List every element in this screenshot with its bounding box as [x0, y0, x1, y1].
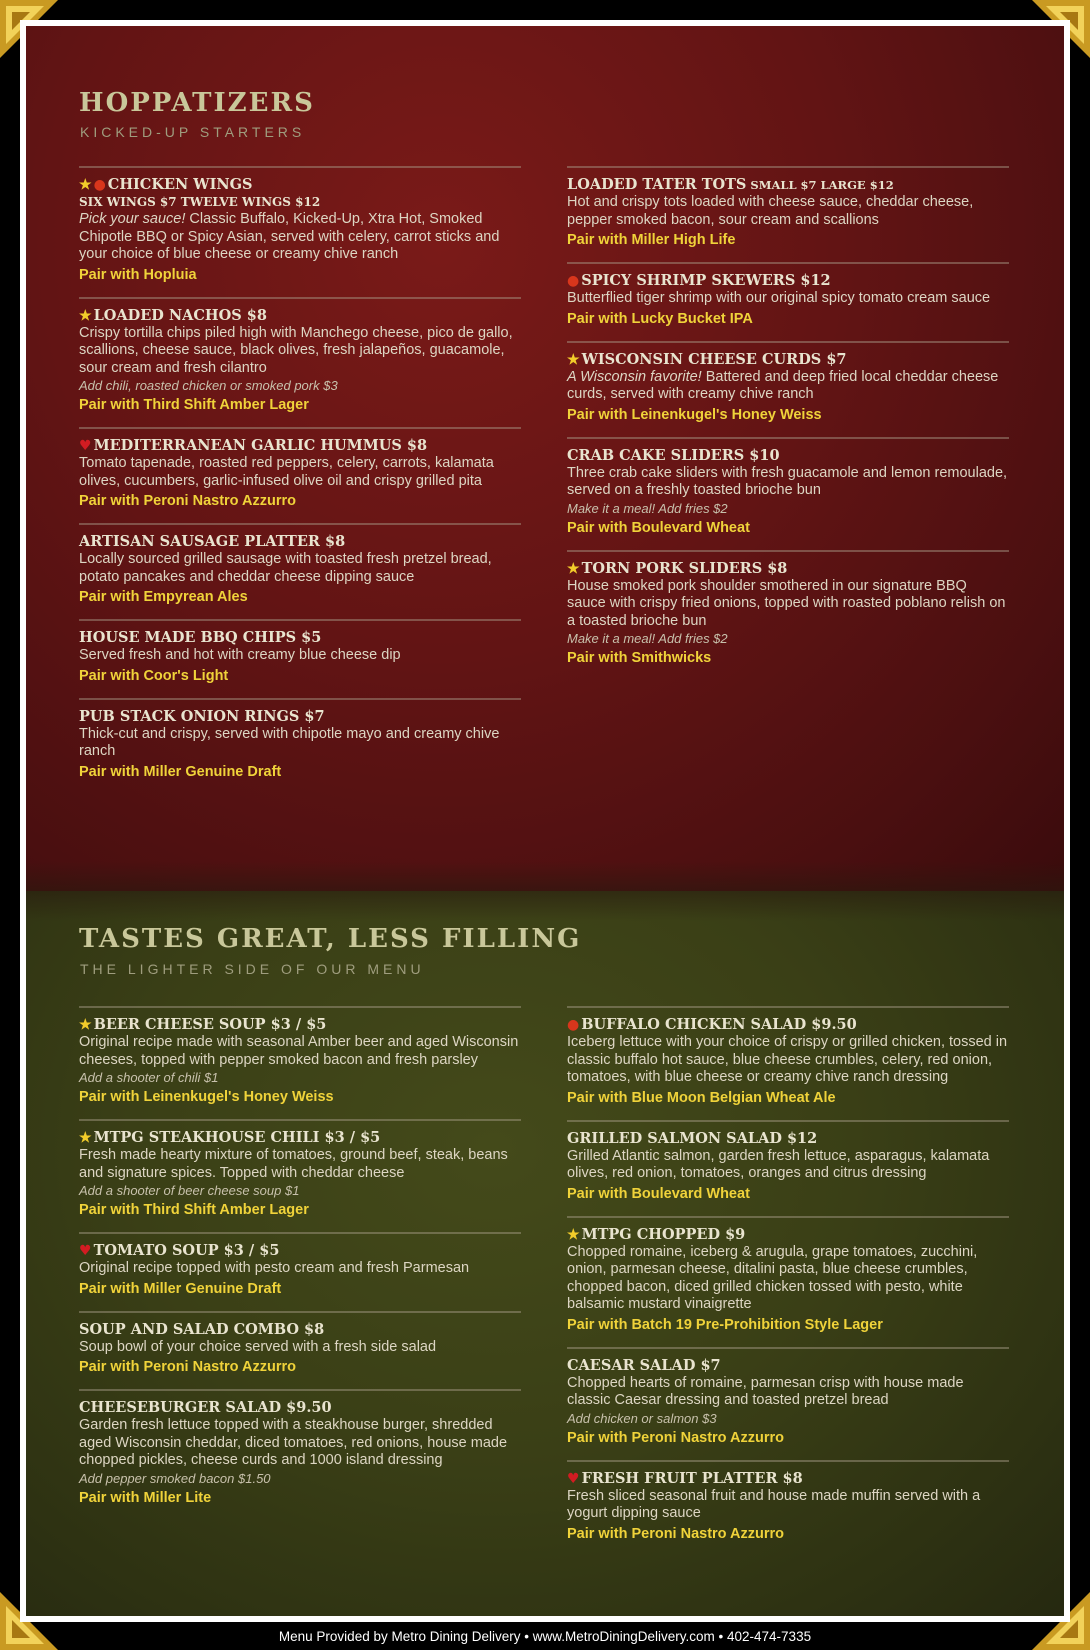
menu-item — [79, 619, 521, 686]
item-description-lead: Pick your sauce! — [79, 211, 186, 227]
star-icon: ★ — [567, 351, 580, 368]
item-description — [79, 647, 521, 665]
menu-item — [79, 1389, 521, 1508]
item-name-text: BEER CHEESE SOUP $3 / $5 — [93, 1016, 327, 1033]
beer-pairing: Pair with Boulevard Wheat — [567, 519, 750, 536]
item-name — [567, 447, 1009, 465]
menu-item — [567, 550, 1009, 669]
beer-pairing: Pair with Leinenkugel's Honey Weiss — [79, 1089, 334, 1105]
item-name-text: GRILLED SALMON SALAD $12 — [567, 1129, 818, 1147]
item-description — [567, 465, 1009, 500]
item-size-prices: SMALL $7 LARGE $12 — [746, 178, 894, 192]
item-description-text: Grilled Atlantic salmon, garden fresh lettuce, asparagus, kalamata olives, red onion, tomatoes, oranges and citrus dressing — [567, 1147, 990, 1181]
item-description-lead: A Wisconsin favorite! — [567, 368, 702, 385]
star-icon: ★ — [79, 307, 92, 324]
item-name — [567, 351, 1009, 369]
item-name-text: TOMATO SOUP $3 / $5 — [93, 1242, 280, 1259]
beer-pairing: Pair with Batch 19 Pre-Prohibition Style Lager — [567, 1316, 883, 1333]
menu-item — [79, 1232, 521, 1299]
item-addon: Make it a meal! Add fries $2 — [567, 500, 728, 516]
item-description — [567, 1244, 1009, 1314]
beer-pairing: Pair with Miller Lite — [79, 1489, 212, 1506]
menu-item — [567, 262, 1009, 329]
beer-pairing: Pair with Lucky Bucket IPA — [567, 310, 753, 327]
item-name — [567, 1226, 1009, 1244]
item-addon: Add chicken or salmon $3 — [567, 1410, 717, 1426]
beer-pairing: Pair with Third Shift Amber Lager — [79, 1202, 309, 1218]
item-description — [567, 1034, 1009, 1087]
item-description — [79, 1339, 521, 1357]
item-name — [79, 533, 521, 551]
item-name — [79, 629, 521, 647]
item-description-text: Locally sourced grilled sausage with toasted fresh pretzel bread, potato pancakes and cheddar cheese dipping sauce — [79, 551, 492, 585]
item-description — [567, 194, 1009, 229]
item-name — [79, 437, 521, 455]
pepper-icon: ● — [567, 1017, 580, 1033]
appetizers-subtitle: KICKED-UP STARTERS — [80, 124, 306, 140]
item-addon: Add a shooter of beer cheese soup $1 — [79, 1183, 300, 1198]
item-description-text: House smoked pork shoulder smothered in our signature BBQ sauce with crispy fried onions, topped with roasted poblano relish on a toasted brioche bun — [567, 577, 1006, 629]
item-description-text: Hot and crispy tots loaded with cheese sauce, cheddar cheese, pepper smoked bacon, sour cream and scallions — [567, 194, 974, 228]
item-description-text: Thick-cut and crispy, served with chipotle mayo and creamy chive ranch — [79, 725, 500, 759]
item-name-text: CHEESEBURGER SALAD $9.50 — [79, 1399, 332, 1416]
item-name — [567, 1357, 1009, 1375]
item-name — [79, 1016, 521, 1034]
menu-item — [567, 1347, 1009, 1448]
item-description-text: Original recipe made with seasonal Amber beer and aged Wisconsin cheeses, topped with pepper smoked bacon and fresh parsley — [79, 1034, 519, 1068]
beer-pairing: Pair with Peroni Nastro Azzurro — [567, 1525, 784, 1542]
item-name-text: WISCONSIN CHEESE CURDS $7 — [581, 350, 847, 368]
appetizers-title: HOPPATIZERS — [79, 88, 315, 118]
item-name-text: CHICKEN WINGS — [107, 176, 253, 193]
item-description — [79, 325, 521, 378]
item-description-text: Battered and deep fried local cheddar cheese curds, served with creamy chive ranch — [567, 368, 999, 402]
item-name-text: MTPG STEAKHOUSE CHILI $3 / $5 — [93, 1129, 381, 1146]
menu-item — [567, 341, 1009, 425]
item-description — [79, 1260, 521, 1278]
beer-pairing: Pair with Empyrean Ales — [79, 589, 248, 605]
heart-icon: ♥ — [79, 438, 92, 454]
item-description — [567, 1488, 1009, 1523]
light-menu-title: TASTES GREAT, LESS FILLING — [79, 924, 582, 954]
item-description-text: Served fresh and hot with creamy blue cheese dip — [79, 647, 401, 663]
item-description-text: Original recipe topped with pesto cream and fresh Parmesan — [79, 1260, 470, 1276]
item-description-text: Chopped romaine, iceberg & arugula, grape tomatoes, zucchini, onion, parmesan cheese, ditalini pasta, blue cheese crumbles, chopped bacon, diced grilled chicken tossed with pesto, white balsamic mustard vinaigrette — [567, 1243, 978, 1312]
star-icon: ★ — [79, 177, 92, 193]
beer-pairing: Pair with Third Shift Amber Lager — [79, 397, 309, 413]
item-name — [79, 307, 521, 325]
item-name — [567, 1130, 1009, 1148]
heart-icon: ♥ — [79, 1243, 92, 1259]
item-description-text: Classic Buffalo, Kicked-Up, Xtra Hot, Smoked Chipotle BBQ or Spicy Asian, served with celery, carrot sticks and your choice of blue cheese or creamy chive ranch — [79, 211, 500, 262]
item-name — [79, 708, 521, 726]
appetizers-right-column — [567, 166, 1009, 680]
item-name — [567, 176, 1009, 194]
item-description-text: Butterflied tiger shrimp with our original spicy tomato cream sauce — [567, 290, 991, 306]
menu-item — [567, 1460, 1009, 1544]
item-name — [567, 560, 1009, 578]
item-name-text: LOADED NACHOS $8 — [93, 306, 267, 324]
item-description-text: Tomato tapenade, roasted red peppers, celery, carrots, kalamata olives, cucumbers, garlic-infused olive oil and crispy grilled pita — [79, 455, 494, 489]
light-menu-subtitle: THE LIGHTER SIDE OF OUR MENU — [80, 961, 425, 977]
beer-pairing: Pair with Peroni Nastro Azzurro — [567, 1429, 784, 1446]
menu-item — [79, 1311, 521, 1378]
item-name — [79, 1129, 521, 1147]
item-name-text: LOADED TATER TOTS — [567, 176, 747, 193]
item-name-text: SPICY SHRIMP SKEWERS $12 — [581, 272, 831, 289]
item-name — [567, 272, 1009, 290]
item-addon: Add a shooter of chili $1 — [79, 1070, 219, 1085]
item-name-text: FRESH FRUIT PLATTER $8 — [581, 1469, 803, 1487]
beer-pairing: Pair with Miller High Life — [567, 232, 736, 248]
beer-pairing: Pair with Miller Genuine Draft — [79, 763, 282, 780]
item-description-text: Soup bowl of your choice served with a fresh side salad — [79, 1338, 437, 1355]
item-name-text: SOUP AND SALAD COMBO $8 — [79, 1320, 325, 1338]
item-name-text: BUFFALO CHICKEN SALAD $9.50 — [581, 1016, 857, 1033]
item-description — [79, 726, 521, 761]
menu-item — [79, 698, 521, 782]
item-description — [567, 290, 1009, 308]
item-description-text: Garden fresh lettuce topped with a steakhouse burger, shredded aged Wisconsin cheddar, diced tomatoes, red onions, house made chopped pickles, cheese curds and 1000 island dressing — [79, 1417, 508, 1468]
item-name-text: HOUSE MADE BBQ CHIPS $5 — [79, 629, 322, 646]
item-description — [79, 1147, 521, 1182]
pepper-icon: ● — [567, 273, 580, 289]
beer-pairing: Pair with Peroni Nastro Azzurro — [79, 493, 296, 509]
appetizers-left-column — [79, 166, 521, 794]
item-name-text: CRAB CAKE SLIDERS $10 — [567, 446, 780, 464]
item-name-text: CAESAR SALAD $7 — [567, 1356, 721, 1374]
item-description — [567, 1148, 1009, 1183]
beer-pairing: Pair with Smithwicks — [567, 650, 712, 666]
menu-item — [79, 1119, 521, 1220]
item-description — [79, 455, 521, 490]
item-name — [567, 1016, 1009, 1034]
item-description — [567, 578, 1009, 631]
item-name-text: PUB STACK ONION RINGS $7 — [79, 707, 325, 725]
beer-pairing: Pair with Blue Moon Belgian Wheat Ale — [567, 1089, 836, 1106]
item-description-text: Iceberg lettuce with your choice of crispy or grilled chicken, tossed in classic buffalo hot sauce, blue cheese crumbles, celery, red onion, tomatoes, with blue cheese or creamy chive ranch dressing — [567, 1034, 1008, 1085]
beer-pairing: Pair with Peroni Nastro Azzurro — [79, 1359, 296, 1375]
menu-item — [79, 427, 521, 511]
menu-item — [79, 297, 521, 416]
item-description — [567, 1375, 1009, 1410]
menu-item — [567, 166, 1009, 250]
item-addon: Add chili, roasted chicken or smoked pork $3 — [79, 378, 338, 393]
item-description-text: Fresh sliced seasonal fruit and house made muffin served with a yogurt dipping sauce — [567, 1487, 981, 1521]
item-name-text: MTPG CHOPPED $9 — [581, 1225, 746, 1243]
menu-item — [567, 1120, 1009, 1204]
item-name-text: ARTISAN SAUSAGE PLATTER $8 — [79, 533, 346, 550]
item-description — [79, 1034, 521, 1069]
star-icon: ★ — [79, 1130, 92, 1146]
menu-item — [567, 1006, 1009, 1108]
menu-item — [567, 437, 1009, 538]
star-icon: ★ — [79, 1017, 92, 1033]
menu-item — [79, 523, 521, 607]
item-description-text: Crispy tortilla chips piled high with Manchego cheese, pico de gallo, scallions, cheese sauce, black olives, fresh jalapeños, guacamole, sour cream and fresh cilantro — [79, 324, 513, 376]
star-icon: ★ — [567, 1226, 580, 1243]
light-menu-left-column — [79, 1006, 521, 1520]
item-addon: Add pepper smoked bacon $1.50 — [79, 1470, 271, 1486]
heart-icon: ♥ — [567, 1470, 580, 1487]
menu-item — [567, 1216, 1009, 1335]
beer-pairing: Pair with Leinenkugel's Honey Weiss — [567, 406, 822, 423]
beer-pairing: Pair with Boulevard Wheat — [567, 1185, 750, 1202]
menu-item — [79, 166, 521, 285]
menu-item — [79, 1006, 521, 1107]
item-description-text: Fresh made hearty mixture of tomatoes, ground beef, steak, beans and signature spices. Topped with cheddar cheese — [79, 1147, 508, 1181]
star-icon: ★ — [567, 560, 580, 577]
item-description — [79, 1417, 521, 1470]
item-name-text: MEDITERRANEAN GARLIC HUMMUS $8 — [93, 437, 428, 454]
item-name — [79, 1321, 521, 1339]
beer-pairing: Pair with Coor's Light — [79, 667, 229, 684]
item-name — [79, 1242, 521, 1260]
pepper-icon: ● — [93, 177, 106, 193]
light-menu-right-column — [567, 1006, 1009, 1556]
item-name-text: TORN PORK SLIDERS $8 — [581, 559, 788, 577]
item-description — [79, 211, 521, 264]
menu-page — [20, 20, 1070, 1622]
item-portion-prices: SIX WINGS $7 TWELVE WINGS $12 — [79, 195, 321, 209]
item-name — [567, 1470, 1009, 1488]
item-description — [567, 369, 1009, 404]
item-description-text: Three crab cake sliders with fresh guacamole and lemon remoulade, served on a freshly toasted brioche bun — [567, 464, 1008, 498]
item-name — [79, 176, 521, 194]
beer-pairing: Pair with Miller Genuine Draft — [79, 1280, 282, 1297]
item-description — [79, 551, 521, 586]
footer-credit: Menu Provided by Metro Dining Delivery • www.MetroDiningDelivery.com • 402-474-7335 — [278, 1629, 812, 1644]
beer-pairing: Pair with Hopluia — [79, 266, 197, 283]
item-name — [79, 1399, 521, 1417]
item-description-text: Chopped hearts of romaine, parmesan crisp with house made classic Caesar dressing and toasted pretzel bread — [567, 1374, 964, 1408]
item-addon: Make it a meal! Add fries $2 — [567, 631, 728, 646]
